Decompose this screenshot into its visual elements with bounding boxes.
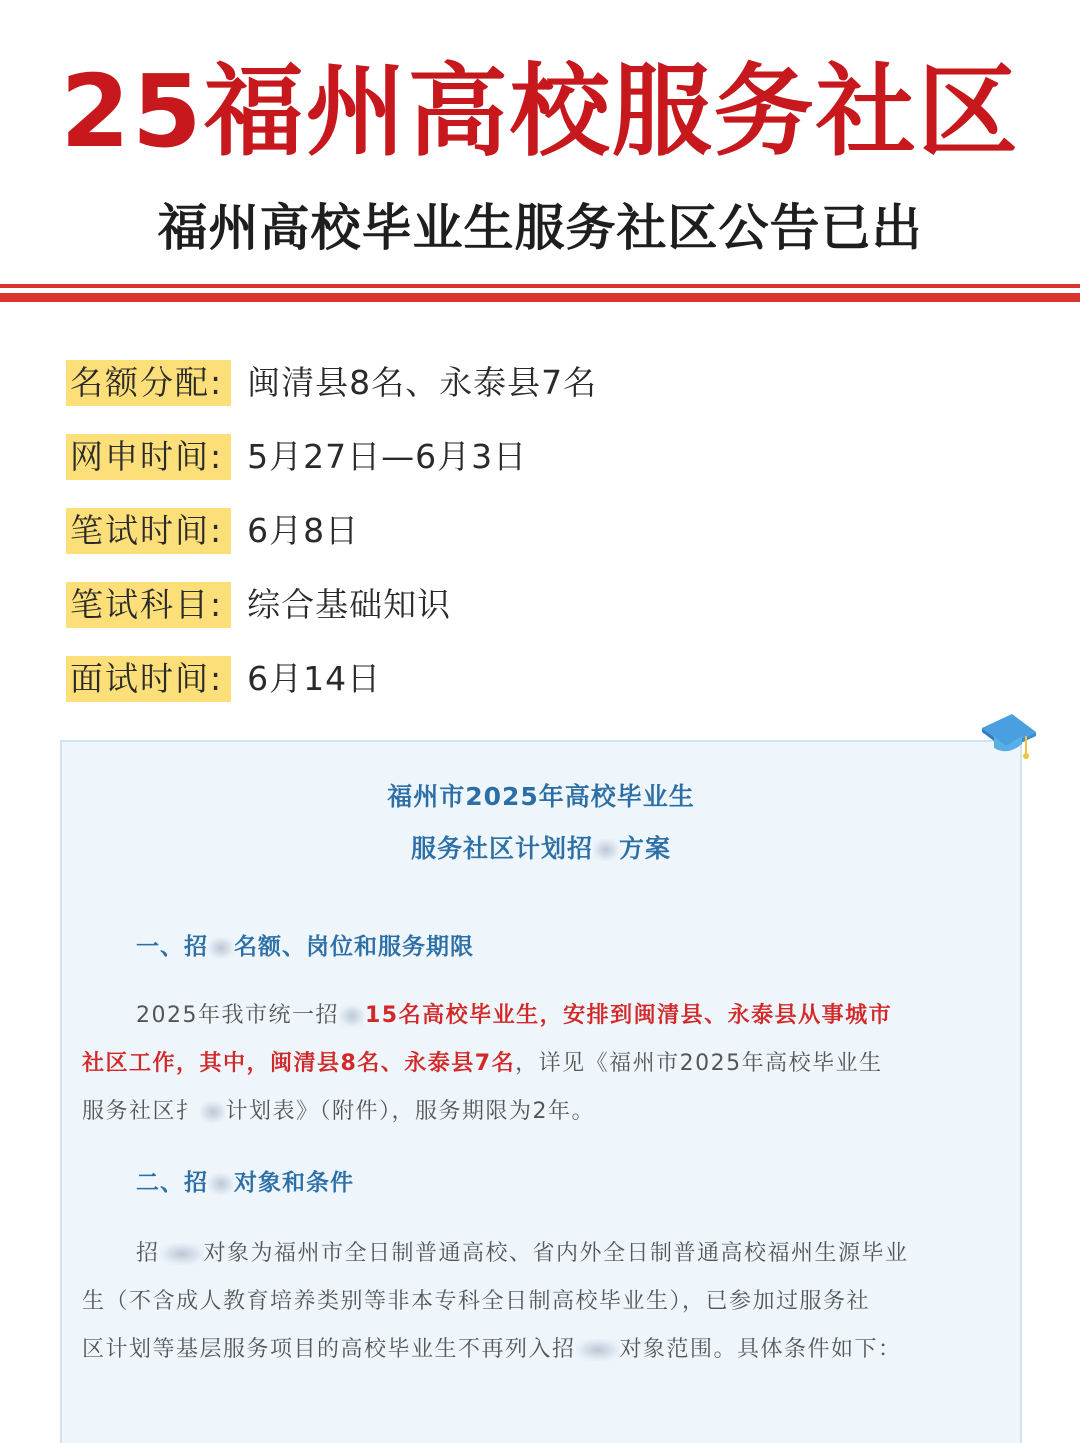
blurred-text xyxy=(208,937,234,959)
info-list xyxy=(66,346,1026,716)
section-heading-2 xyxy=(136,1166,354,1200)
heading-part: 名额、岗位和服务期限 xyxy=(234,934,474,960)
divider-thick xyxy=(0,293,1080,302)
doc-title-line2 xyxy=(62,832,1020,866)
para-text: ，详见《福州市2025年高校毕业生 xyxy=(515,1051,883,1076)
blurred-text xyxy=(593,839,619,861)
info-label: 网申时间: xyxy=(66,434,231,480)
graduation-cap-icon xyxy=(978,706,1040,768)
page-subtitle: 福州高校毕业生服务社区公告已出 xyxy=(157,199,923,257)
paragraph-2 xyxy=(82,1230,1002,1374)
heading-part: 对象和条件 xyxy=(234,1170,354,1196)
para-text: 区计划等基层服务项目的高校毕业生不再列入招 xyxy=(82,1337,576,1362)
info-row-quota xyxy=(66,346,1026,420)
divider-thin xyxy=(0,284,1080,288)
para-text: 计划表》（附件），服务期限为2年。 xyxy=(225,1099,596,1124)
para-highlight: 社区工作，其中，闽清县8名、永泰县7名 xyxy=(82,1051,516,1076)
info-row-exam-time xyxy=(66,494,1026,568)
doc-title-line1: 福州市2025年高校毕业生 xyxy=(387,782,695,811)
info-label: 笔试时间: xyxy=(66,508,231,554)
section-heading-1 xyxy=(136,930,474,964)
page-title: 25福州高校服务社区 xyxy=(60,53,1020,170)
para-line xyxy=(82,992,1002,1040)
info-value: 5月27日—6月3日 xyxy=(247,437,528,476)
blurred-text xyxy=(576,1339,620,1361)
info-row-exam-subject xyxy=(66,568,1026,642)
blurred-text xyxy=(160,1243,204,1265)
info-label: 面试时间: xyxy=(66,656,231,702)
info-value: 6月8日 xyxy=(247,511,360,550)
doc-title-part: 方案 xyxy=(619,834,672,863)
para-line xyxy=(82,1040,1002,1088)
para-text: 服务社区扌 xyxy=(82,1099,200,1124)
para-text: 招 xyxy=(136,1241,160,1266)
para-line xyxy=(82,1326,1002,1374)
info-value: 综合基础知识 xyxy=(247,585,452,624)
para-text: 对象范围。具体条件如下： xyxy=(619,1337,902,1362)
blurred-text xyxy=(339,1005,365,1027)
para-text: 对象为福州市全日制普通高校、省内外全日制普通高校福州生源毕业 xyxy=(203,1241,909,1266)
blurred-text xyxy=(208,1173,234,1195)
info-row-interview-time xyxy=(66,642,1026,716)
info-row-apply-time xyxy=(66,420,1026,494)
para-line: 生（不含成人教育培养类别等非本专科全日制高校毕业生），已参加过服务社 xyxy=(82,1289,871,1314)
blurred-text xyxy=(200,1101,226,1123)
para-line xyxy=(82,1088,1002,1136)
info-value: 6月14日 xyxy=(247,659,382,698)
document-excerpt xyxy=(60,740,1022,1443)
info-label: 笔试科目: xyxy=(66,582,231,628)
heading-part: 一、招 xyxy=(136,934,208,960)
paragraph-1 xyxy=(82,992,1002,1136)
info-value: 闽清县8名、永泰县7名 xyxy=(247,363,598,402)
para-line xyxy=(82,1230,1002,1278)
heading-part: 二、招 xyxy=(136,1170,208,1196)
para-highlight: 15名高校毕业生，安排到闽清县、永泰县从事城市 xyxy=(365,1003,893,1028)
info-label: 名额分配: xyxy=(66,360,231,406)
doc-title-part: 服务社区计划招 xyxy=(410,834,593,863)
para-text: 2025年我市统一招 xyxy=(136,1003,339,1028)
